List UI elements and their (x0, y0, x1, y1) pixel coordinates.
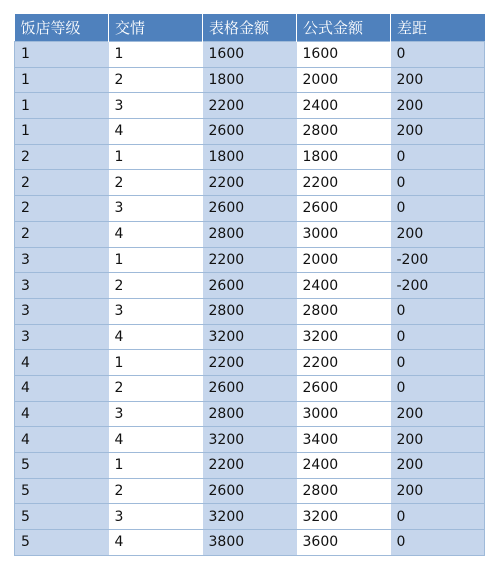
cell-table-amount: 3800 (203, 530, 297, 556)
table-row (15, 247, 485, 273)
table-row (15, 93, 485, 119)
table-row (15, 221, 485, 247)
table-row (15, 298, 485, 324)
cell-restaurant-level: 5 (15, 453, 109, 479)
cell-relationship: 3 (109, 504, 203, 530)
cell-formula-amount: 3600 (297, 530, 391, 556)
table-row (15, 401, 485, 427)
cell-restaurant-level: 4 (15, 401, 109, 427)
cell-restaurant-level: 5 (15, 504, 109, 530)
cell-relationship: 4 (109, 119, 203, 145)
cell-table-amount: 1800 (203, 144, 297, 170)
cell-table-amount: 2200 (203, 93, 297, 119)
cell-difference: 200 (391, 93, 485, 119)
header-relationship: 交情 (109, 14, 203, 42)
cell-relationship: 1 (109, 42, 203, 68)
cell-relationship: 2 (109, 375, 203, 401)
cell-formula-amount: 1800 (297, 144, 391, 170)
cell-difference: 200 (391, 401, 485, 427)
cell-relationship: 1 (109, 144, 203, 170)
cell-difference: 200 (391, 221, 485, 247)
cell-table-amount: 2200 (203, 247, 297, 273)
cell-relationship: 4 (109, 427, 203, 453)
header-table-amount: 表格金额 (203, 14, 297, 42)
cell-table-amount: 2200 (203, 350, 297, 376)
cell-table-amount: 2200 (203, 453, 297, 479)
cell-difference: 0 (391, 196, 485, 222)
cell-relationship: 3 (109, 93, 203, 119)
table-row (15, 504, 485, 530)
cell-restaurant-level: 1 (15, 93, 109, 119)
table-row (15, 350, 485, 376)
cell-table-amount: 2600 (203, 119, 297, 145)
cell-difference: 0 (391, 530, 485, 556)
cell-relationship: 2 (109, 478, 203, 504)
cell-formula-amount: 2800 (297, 119, 391, 145)
cell-relationship: 3 (109, 298, 203, 324)
cell-formula-amount: 3000 (297, 401, 391, 427)
cell-relationship: 1 (109, 350, 203, 376)
cell-formula-amount: 3200 (297, 324, 391, 350)
data-table-container (14, 14, 484, 556)
header-formula-amount: 公式金额 (297, 14, 391, 42)
cell-relationship: 3 (109, 196, 203, 222)
cell-formula-amount: 2400 (297, 273, 391, 299)
cell-relationship: 4 (109, 221, 203, 247)
table-row (15, 67, 485, 93)
cell-relationship: 3 (109, 401, 203, 427)
cell-restaurant-level: 2 (15, 170, 109, 196)
cell-restaurant-level: 2 (15, 221, 109, 247)
cell-difference: 0 (391, 170, 485, 196)
cell-relationship: 1 (109, 453, 203, 479)
cell-restaurant-level: 5 (15, 478, 109, 504)
cell-table-amount: 3200 (203, 427, 297, 453)
table-row (15, 375, 485, 401)
cell-restaurant-level: 3 (15, 273, 109, 299)
cell-formula-amount: 2600 (297, 196, 391, 222)
cell-restaurant-level: 2 (15, 196, 109, 222)
cell-relationship: 1 (109, 247, 203, 273)
cell-formula-amount: 2800 (297, 298, 391, 324)
cell-difference: 200 (391, 119, 485, 145)
cell-table-amount: 2600 (203, 375, 297, 401)
cell-table-amount: 2600 (203, 196, 297, 222)
cell-formula-amount: 3200 (297, 504, 391, 530)
cell-restaurant-level: 3 (15, 298, 109, 324)
cell-formula-amount: 2000 (297, 247, 391, 273)
table-body (15, 42, 485, 556)
table-row (15, 196, 485, 222)
cell-table-amount: 1800 (203, 67, 297, 93)
cell-table-amount: 2200 (203, 170, 297, 196)
cell-restaurant-level: 1 (15, 67, 109, 93)
cell-formula-amount: 3000 (297, 221, 391, 247)
table-row (15, 144, 485, 170)
cell-difference: 0 (391, 42, 485, 68)
cell-restaurant-level: 4 (15, 350, 109, 376)
cell-difference: 200 (391, 67, 485, 93)
table-row (15, 530, 485, 556)
data-table (14, 14, 485, 556)
cell-relationship: 4 (109, 530, 203, 556)
cell-relationship: 2 (109, 273, 203, 299)
cell-formula-amount: 2400 (297, 93, 391, 119)
table-row (15, 478, 485, 504)
table-row (15, 42, 485, 68)
cell-table-amount: 2800 (203, 401, 297, 427)
cell-table-amount: 2600 (203, 273, 297, 299)
cell-restaurant-level: 2 (15, 144, 109, 170)
cell-table-amount: 3200 (203, 324, 297, 350)
cell-relationship: 2 (109, 67, 203, 93)
cell-difference: 200 (391, 453, 485, 479)
cell-difference: 0 (391, 324, 485, 350)
cell-difference: 0 (391, 375, 485, 401)
cell-restaurant-level: 1 (15, 119, 109, 145)
table-header (15, 14, 485, 42)
cell-restaurant-level: 1 (15, 42, 109, 68)
cell-formula-amount: 2000 (297, 67, 391, 93)
cell-restaurant-level: 5 (15, 530, 109, 556)
cell-relationship: 4 (109, 324, 203, 350)
cell-table-amount: 3200 (203, 504, 297, 530)
cell-difference: -200 (391, 247, 485, 273)
table-row (15, 119, 485, 145)
table-row (15, 170, 485, 196)
cell-table-amount: 2800 (203, 221, 297, 247)
cell-formula-amount: 2800 (297, 478, 391, 504)
cell-formula-amount: 3400 (297, 427, 391, 453)
cell-difference: 0 (391, 350, 485, 376)
cell-restaurant-level: 4 (15, 427, 109, 453)
table-row (15, 273, 485, 299)
cell-difference: 0 (391, 504, 485, 530)
cell-difference: 200 (391, 427, 485, 453)
cell-formula-amount: 1600 (297, 42, 391, 68)
cell-formula-amount: 2400 (297, 453, 391, 479)
header-row (15, 14, 485, 42)
cell-formula-amount: 2200 (297, 170, 391, 196)
cell-table-amount: 1600 (203, 42, 297, 68)
header-restaurant-level: 饭店等级 (15, 14, 109, 42)
cell-restaurant-level: 3 (15, 324, 109, 350)
cell-difference: 200 (391, 478, 485, 504)
cell-difference: -200 (391, 273, 485, 299)
cell-restaurant-level: 3 (15, 247, 109, 273)
cell-formula-amount: 2200 (297, 350, 391, 376)
cell-relationship: 2 (109, 170, 203, 196)
cell-difference: 0 (391, 298, 485, 324)
cell-table-amount: 2600 (203, 478, 297, 504)
cell-formula-amount: 2600 (297, 375, 391, 401)
table-row (15, 453, 485, 479)
cell-restaurant-level: 4 (15, 375, 109, 401)
cell-table-amount: 2800 (203, 298, 297, 324)
header-difference: 差距 (391, 14, 485, 42)
table-row (15, 324, 485, 350)
cell-difference: 0 (391, 144, 485, 170)
table-row (15, 427, 485, 453)
